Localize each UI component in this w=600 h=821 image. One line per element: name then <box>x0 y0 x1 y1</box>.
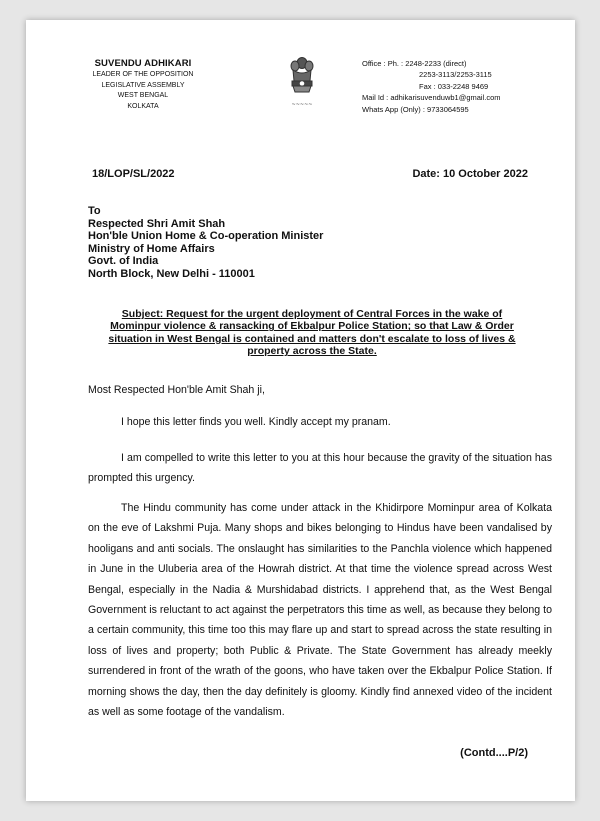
mail-id: Mail Id : adhikarisuvenduwb1@gmail.com <box>362 93 501 103</box>
sender-title-line: WEST BENGAL <box>117 92 169 99</box>
continuation-note: (Contd....P/2) <box>460 747 528 759</box>
paragraph: I hope this letter finds you well. Kindly accept my pranam. <box>121 416 391 428</box>
letterhead-contact <box>362 58 501 115</box>
paragraph: The Hindu community has come under attack in the Khidirpore Mominpur area of Kolkata on the eve of Lakshmi Puja. Many shops and bikes belonging to Hindus have been vandalised by hooligans and anti socials. The onslaught has similarities to the Panchla violence which happened in June in the Uluberia area of the Howrah district. At that time the violence spread across West Bengal, especially in the Nadia & Murshidabad districts. I apprehend that, as the West Bengal Government is reluctant to act against the perpetrators this time as well, as because they belong to a certain community, this time too this may flare up and start to spread across the state resulting in loss of lives and property; both Public & Private. The State Government has already meekly surrendered in front of the wrath of the goons, who have taken over the Ekbalpur Police Station. If morning shows the day, then the day definitely is gloomy. Kindly find annexed video of the incident as well as some footage of the vandalism. <box>88 502 552 719</box>
letter-subject: Subject: Request for the urgent deployment of Central Forces in the wake of Mominpur violence & ransacking of Ekbalpur Police Station; so that Law & Order situation in West Bengal is contained and matters don't escalate to loss of lives & property across the State. <box>108 308 516 358</box>
paragraph: I am compelled to write this letter to you at this hour because the gravity of the situation has prompted this urgency. <box>88 452 552 485</box>
recipient-address <box>88 205 323 280</box>
national-emblem-icon <box>284 54 320 116</box>
address-line: Ministry of Home Affairs <box>88 242 215 255</box>
sender-title-line: LEADER OF THE OPPOSITION <box>92 71 194 78</box>
office-phone: Office : Ph. : 2248-2233 (direct) <box>362 59 467 68</box>
fax-number: Fax : 033-2248 9469 <box>419 81 489 91</box>
sender-title-line: KOLKATA <box>127 102 159 110</box>
reference-number: 18/LOP/SL/2022 <box>92 168 175 180</box>
whatsapp-number: Whats App (Only) : 9733064595 <box>362 104 469 114</box>
address-line: Respected Shri Amit Shah <box>88 217 226 230</box>
office-phone-alt: 2253-3113/2253-3115 <box>419 70 492 80</box>
address-line: Govt. of India <box>88 255 159 267</box>
letterhead-sender <box>83 58 203 112</box>
address-line: To <box>88 205 101 217</box>
sender-title-line: LEGISLATIVE ASSEMBLY <box>101 81 185 89</box>
sender-name: SUVENDU ADHIKARI <box>94 58 192 69</box>
svg-text:~~~~~: ~~~~~ <box>291 102 313 108</box>
address-line: Hon'ble Union Home & Co-operation Minister <box>88 230 324 242</box>
letter-page <box>26 20 575 801</box>
salutation: Most Respected Hon'ble Amit Shah ji, <box>88 384 265 396</box>
address-line: North Block, New Delhi - 110001 <box>88 267 255 280</box>
letter-date: Date: 10 October 2022 <box>412 168 528 180</box>
